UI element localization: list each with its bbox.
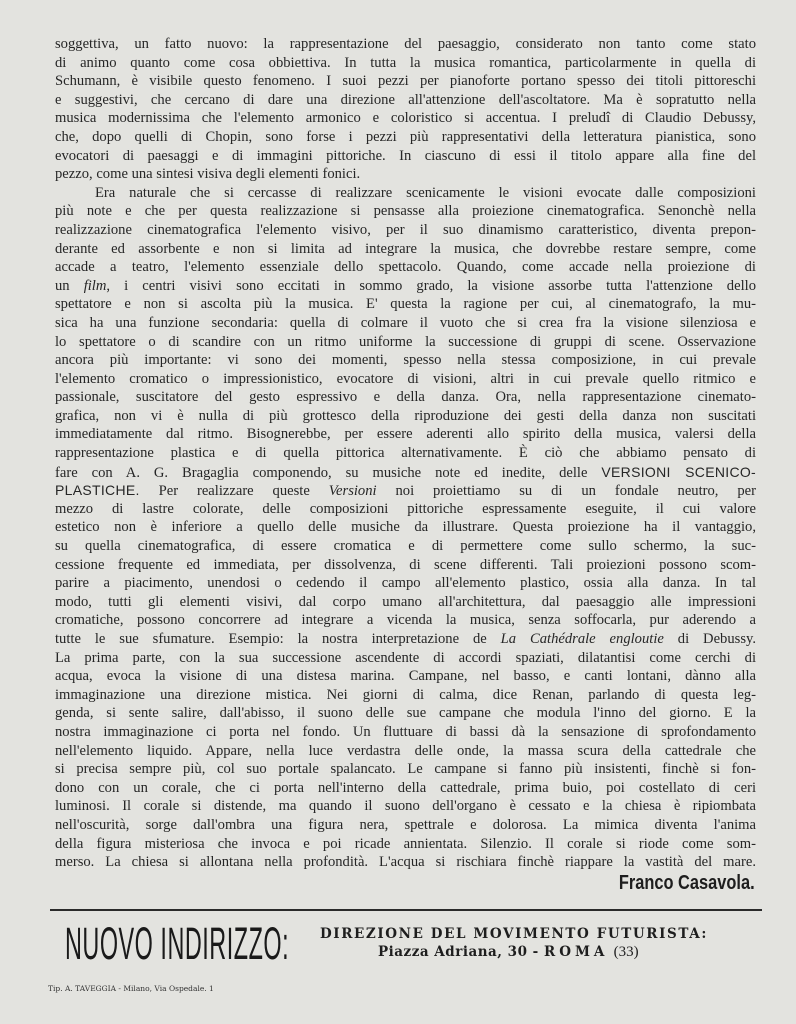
notice-headline: NUOVO INDIRIZZO: [65, 918, 290, 969]
text-run: tutte le sue sfumature. Esempio: la nostra interpretazione de [55, 631, 501, 647]
text-line [55, 816, 756, 835]
text-run: su quella cinematografica, di essere cromatica e di permettere come sullo schermo, la suc- [55, 538, 756, 555]
text-run: della figura misteriosa che invoca e poi ricade annientata. Silenzio. Il corale si riode come som- [55, 835, 756, 852]
italic-run: film [83, 277, 107, 294]
sans-run: VERSIONI SCENICO- [601, 463, 757, 480]
text-line [55, 35, 756, 54]
text-run: Schumann, è visibile questo fenomeno. I suoi pezzi per pianoforte portano spesso dei titoli pittoreschi [55, 73, 756, 90]
printer-imprint: Tip. A. TAVEGGIA - Milano, Via Ospedale. 1 [48, 984, 214, 993]
text-line [55, 184, 756, 203]
text-line [55, 109, 756, 128]
text-line [55, 388, 756, 407]
text-line [55, 853, 756, 872]
notice-organization: DIREZIONE DEL MOVIMENTO FUTURISTA: [320, 926, 708, 942]
text-run: più note e che per questa realizzazione si pensasse alla proiezione cinematografica. Senonchè nella [55, 203, 756, 220]
text-line [55, 779, 756, 798]
text-line [55, 649, 756, 668]
text-run: nell'elemento liquido. Appare, nella luce verdastra delle onde, la massa scura della cattedrale che [55, 742, 756, 759]
text-line [55, 593, 756, 612]
text-run: soggettiva, un fatto nuovo: la rappresentazione del paesaggio, considerato non tanto come stato [55, 36, 756, 52]
text-line [55, 351, 756, 370]
text-line [55, 165, 756, 184]
text-line [55, 835, 756, 854]
text-line [55, 574, 756, 593]
text-run: grafica, non vi è nulla di più grottesco della riproduzione dei gesti della danza non suscitati [55, 407, 756, 424]
italic-run: La Cathédrale engloutie [500, 631, 664, 647]
text-run: cromatiche, possono concorrere ad integrare a vicenda la musica, senza soffocarla, pur aderendo a [55, 612, 756, 629]
sans-run: PLASTICHE. [55, 482, 140, 499]
text-run: immediatamente dal ritmo. Bisognerebbe, per essere aderenti allo spirito della musica, valersi della [55, 426, 756, 443]
text-line [55, 277, 756, 296]
text-line [55, 333, 756, 352]
text-line [55, 611, 756, 630]
text-run: nell'oscurità, sorge dall'ombra una figura nera, spettrale e dolorosa. La mimica diventa l'anima [55, 816, 756, 833]
paragraph [55, 35, 756, 184]
text-run: musica modernissima che l'elemento armonico e coloristico si accentua. I preludî di Claudio Debussy, [55, 110, 756, 127]
text-line [55, 147, 756, 166]
address-city: ROMA [543, 944, 609, 960]
text-line [55, 72, 756, 91]
text-line [55, 221, 756, 240]
text-run: lo spettatore o di scandire con un ritmo uniforme la successione di gruppi di scene. Osservazione [55, 333, 756, 350]
italic-run: Versioni [328, 483, 377, 500]
text-line [55, 686, 756, 705]
text-run: mezzo di lastre colorate, delle composizioni pittoriche espressamente eseguite, il cui valore [55, 500, 756, 517]
text-line [55, 481, 756, 500]
text-line [55, 667, 756, 686]
text-run: genda, si sente salire, dall'abisso, il suono delle sue campane che modula l'inno del giorno. E la [55, 705, 756, 722]
text-run: e suggestivi, che cercano di dare una direzione all'attenzione dell'ascoltatore. Ma è sopratutto nella [55, 91, 756, 108]
text-run: merso. La chiesa si allontana nella profondità. L'acqua si rischiara finchè riappare la vastità del mare. [55, 854, 756, 871]
text-run: di Debussy. [663, 631, 756, 647]
text-run: l'elemento cromatico o impressionistico, evocatore di visioni, altri in cui prevale quello ritmico e [55, 370, 756, 387]
text-run: La prima parte, con la sua successione ascendente di accordi spaziati, dilatantisi come cerchi di [55, 649, 756, 666]
text-line [55, 54, 756, 73]
address-street: Piazza Adriana, 30 - [378, 944, 539, 960]
text-run: fare con A. G. Bragaglia componendo, su musiche note ed inedite, delle [55, 464, 602, 481]
text-line [55, 630, 756, 649]
text-line [55, 91, 756, 110]
divider-rule [50, 909, 762, 911]
text-run: Era naturale che si cercasse di realizzare scenicamente le visioni evocate dalle composizioni [95, 184, 756, 201]
text-line [55, 407, 756, 426]
text-line [55, 240, 756, 259]
text-run: realizzazione cinematografica l'elemento visivo, per il suo dinamismo caratteristico, diventa prepon- [55, 221, 756, 238]
text-line [55, 742, 756, 761]
text-run: rappresentazione plastica e di quella pittorica alternativamente. È ciò che abbiamo pensato di [55, 445, 756, 462]
text-line [55, 444, 756, 463]
text-run: luminosi. Il corale si distende, ma quando il suono dell'organo è cessato e la chiesa è ripiombata [55, 798, 756, 815]
text-run: spettatore e non si ascolta più la musica. E' questa la ragione per cui, al cinematografo, la mu- [55, 296, 756, 313]
text-run: di animo quanto come cosa obbiettiva. In tutta la musica romantica, particolarmente in quella di [55, 54, 756, 71]
text-run: evocatori di paesaggi e di immagini pittoriche. In ciascuno di essi il titolo appare alla fine del [55, 147, 756, 164]
notice-address [378, 944, 639, 961]
text-run: noi proiettiamo su di un fondale neutro, per [376, 483, 756, 500]
text-run: si precisa sempre più, col suo portale spalancato. Le campane si fanno più insistenti, finchè si fon- [55, 761, 756, 778]
text-run: Per realizzare queste [139, 483, 329, 500]
text-run: derante ed assorbente e non si limita ad integrare la musica, che dovrebbe restare sempre, come [55, 240, 756, 257]
text-line [55, 556, 756, 575]
text-line [55, 128, 756, 147]
article-body [55, 35, 756, 872]
text-line [55, 425, 756, 444]
text-line [55, 537, 756, 556]
text-line [55, 202, 756, 221]
text-line [55, 518, 756, 537]
text-run: cessione frequente ed immediata, per dissolvenza, di scene differenti. Tali proiezioni possono scom- [55, 556, 756, 573]
text-run: accade a teatro, l'elemento essenziale dello spettacolo. Quando, come accade nella proiezione di [55, 259, 756, 276]
text-run: ancora più importante: vi sono dei momenti, spesso nella stessa composizione, in cui prevale [55, 352, 756, 369]
text-run: parire a piacimento, unendosi o cedendo il campo all'elemento plastico, ossia alla danza. In tal [55, 575, 756, 592]
text-run: nostra immaginazione ci porta nel fondo. Un fluttuare di bassi dà la sensazione di sprofondamento [55, 723, 756, 740]
paragraph [55, 184, 756, 872]
author-signature: Franco Casavola. [619, 872, 755, 894]
text-line [55, 463, 756, 482]
text-run: dono con un corale, che ci porta nell'interno della cattedrale, prima buio, poi costellato di ceri [55, 779, 756, 796]
text-run: immaginazione una direzione mistica. Nei giorni di calma, dice Renan, parlando di questa leg- [55, 686, 756, 703]
text-run: pezzo, come una sintesi visiva degli elementi fonici. [55, 166, 361, 183]
text-run: che, dopo quelli di Chopin, sono forse i pezzi più rappresentativi della letteratura pianistica, sono [55, 128, 756, 145]
text-line [55, 500, 756, 519]
text-run: , i centri visivi sono eccitati in sommo grado, la visione assorbe tutta l'attenzione dello [106, 277, 756, 294]
text-line [55, 797, 756, 816]
text-run: modo, tutti gli elementi visivi, dal corpo umano all'architettura, dal paesaggio alle impressioni [55, 593, 756, 610]
text-line [55, 704, 756, 723]
text-run: estetico non è inferiore a quello delle musiche da illustrare. Questa proiezione ha il vantaggio, [55, 519, 756, 536]
text-line [55, 370, 756, 389]
text-line [55, 760, 756, 779]
text-run: sica ha una funzione secondaria: quella di colmare il vuoto che si crea fra la visione silenziosa e [55, 314, 756, 331]
text-line [55, 723, 756, 742]
text-run: un [55, 277, 84, 294]
text-line [55, 295, 756, 314]
text-line [55, 258, 756, 277]
text-line [55, 314, 756, 333]
text-run: passionale, suscitatore del gesto espressivo e della danza. Ora, nella rappresentazione cinemato- [55, 389, 756, 406]
address-code: (33) [613, 944, 639, 960]
text-run: acqua, evoca la visione di una distesa marina. Campane, nel basso, e canti lontani, dànno alla [55, 668, 756, 685]
